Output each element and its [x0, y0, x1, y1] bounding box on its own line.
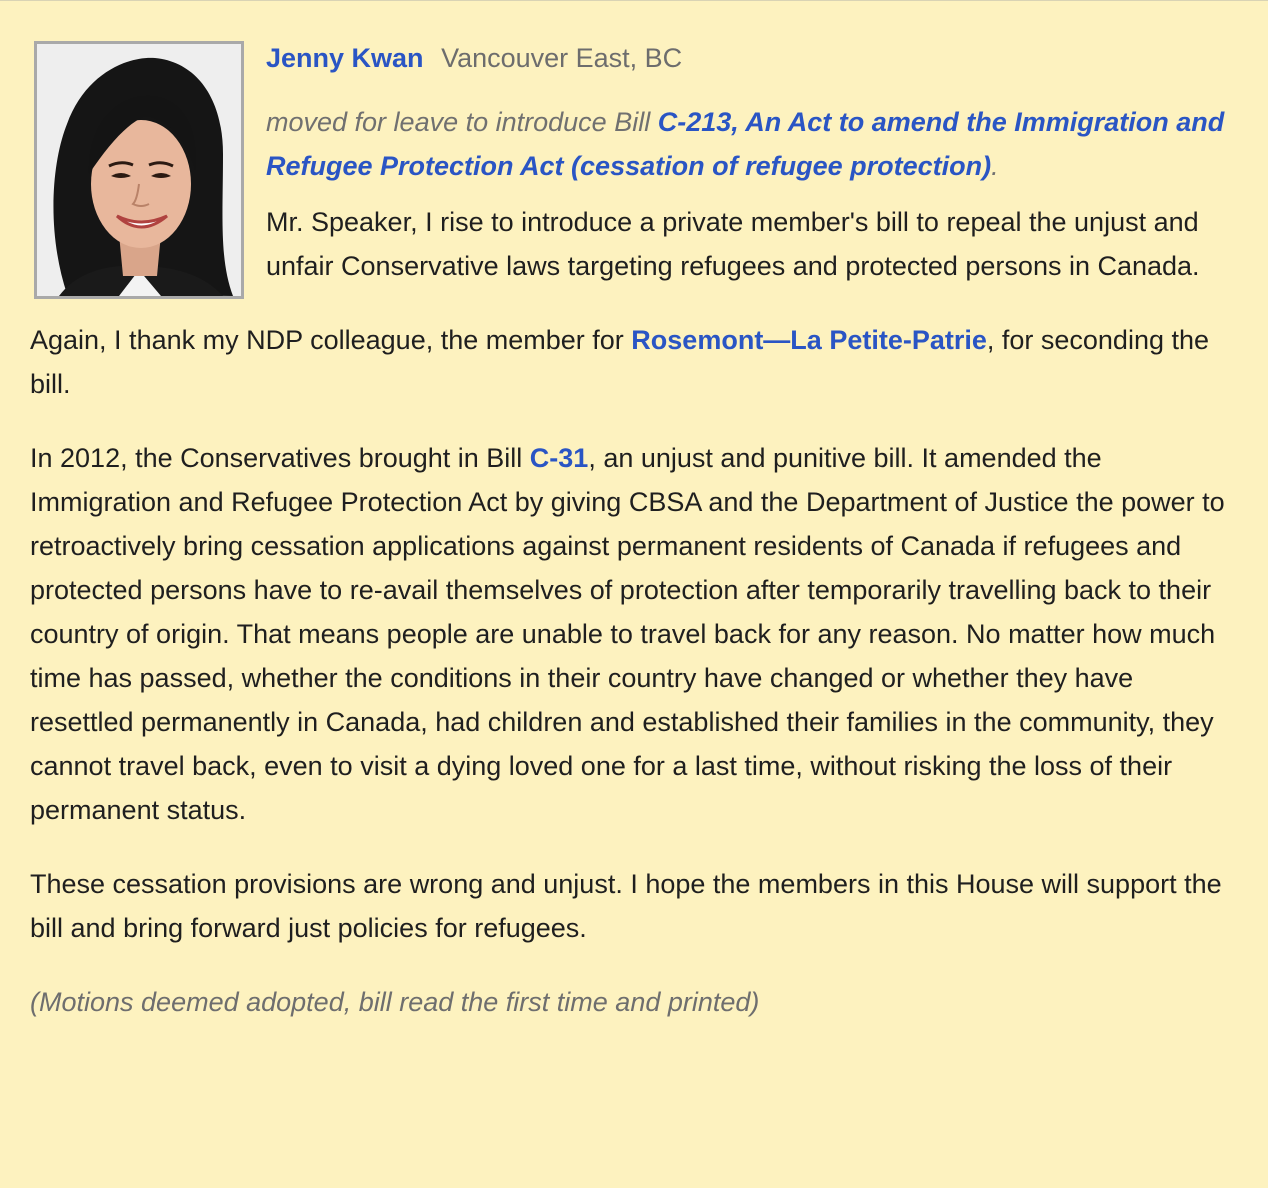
- paragraph-1: Mr. Speaker, I rise to introduce a private member's bill to repeal the unjust and unfair Conservative laws targeting refugees and protected persons in Canada.: [266, 207, 1200, 281]
- paragraph-2-text-a: Again, I thank my NDP colleague, the member for: [30, 325, 632, 355]
- paragraph-3: [30, 436, 1238, 832]
- paragraph-4: These cessation provisions are wrong and unjust. I hope the members in this House will support the bill and bring forward just policies for refugees.: [30, 869, 1222, 943]
- paragraph-3-text-a: In 2012, the Conservatives brought in Bill: [30, 443, 530, 473]
- bill-c31-link[interactable]: C-31: [529, 443, 589, 473]
- speaker-riding: Vancouver East, BC: [441, 43, 683, 73]
- portrait-image: [37, 44, 241, 296]
- paragraph-3-text-b: , an unjust and punitive bill. It amended the Immigration and Refugee Protection Act by giving CBSA and the Department of Justice the power to retroactively bring cessation applications against permanent residents of Canada if refugees and protected persons have to re-avail themselves of protection after temporarily travelling back to their country of origin. That means people are unable to travel back for any reason. No matter how much time has passed, whether the conditions in their country have changed or whether they have resettled permanently in Canada, had children and established their families in the community, they cannot travel back, even to visit a dying loved one for a last time, without risking the loss of their permanent status.: [30, 443, 1225, 825]
- motion-prefix: moved for leave to introduce Bill: [266, 107, 658, 137]
- speaker-photo[interactable]: [34, 41, 244, 299]
- speaker-name-link[interactable]: Jenny Kwan: [266, 43, 424, 73]
- statement: [0, 1, 1268, 1024]
- paragraph-2-text-b: , for seconding the bill.: [30, 325, 1210, 399]
- riding-rosemont-link[interactable]: Rosemont—La Petite-Patrie: [631, 325, 987, 355]
- paragraph-2: [30, 318, 1238, 406]
- bill-c213-link[interactable]: C-213, An Act to amend the Immigration and Refugee Protection Act (cessation of refugee protection): [266, 107, 1225, 181]
- motion-suffix: .: [991, 151, 999, 181]
- procedural-note: (Motions deemed adopted, bill read the first time and printed): [30, 987, 760, 1017]
